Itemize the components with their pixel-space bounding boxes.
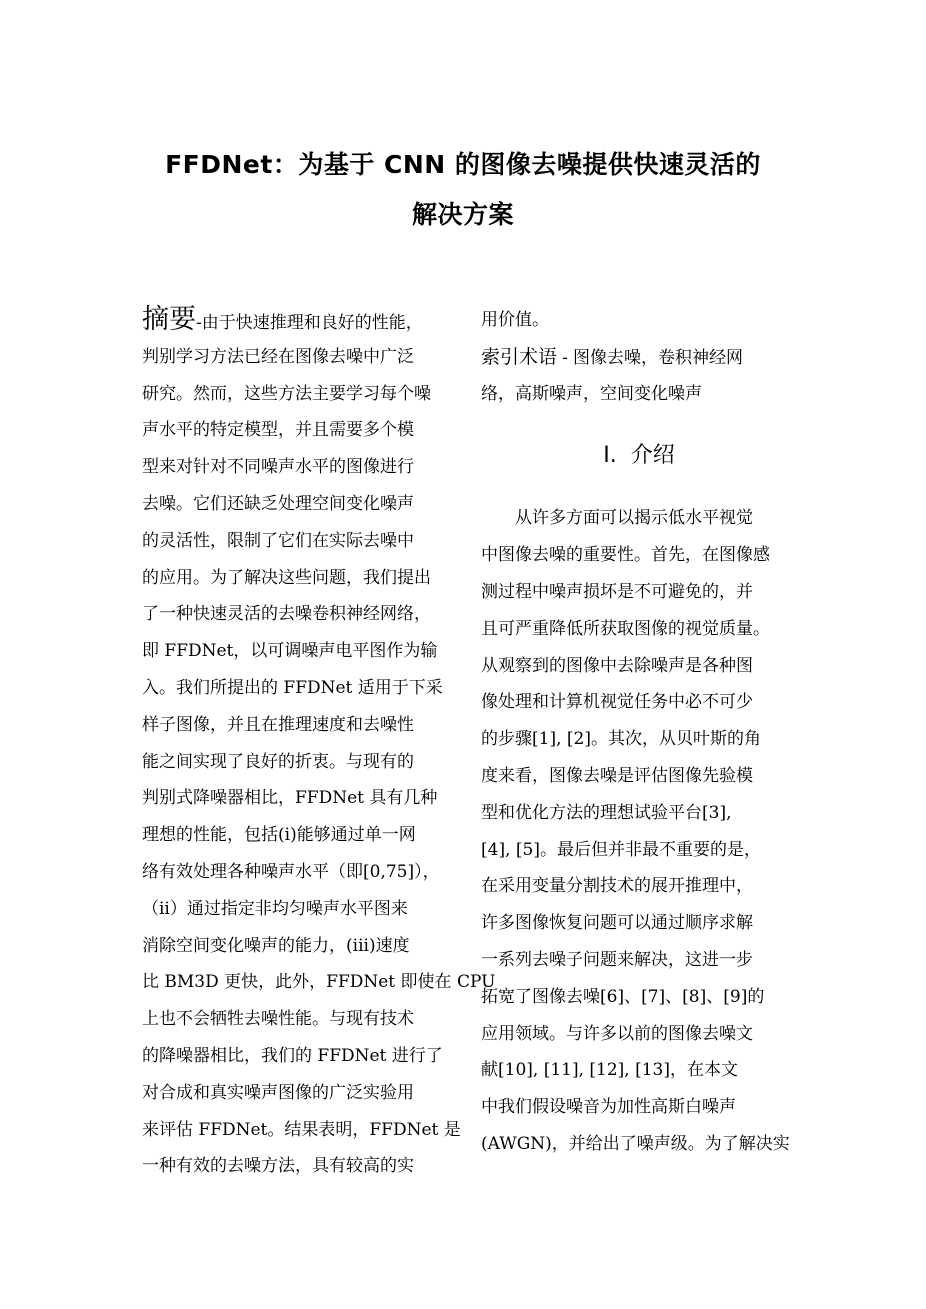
abstract-line: 上也不会牺牲去噪性能。与现有技术 [142, 1009, 414, 1030]
intro-line: 型和优化方法的理想试验平台[3], [481, 802, 732, 823]
abstract-first-line [142, 302, 458, 339]
paper-title [0, 140, 926, 240]
abstract-line: 判别学习方法已经在图像去噪中广泛 [142, 346, 414, 367]
abstract-line: 理想的性能，包括(i)能够通过单一网 [142, 825, 416, 846]
abstract-line: 样子图像，并且在推理速度和去噪性 [142, 714, 414, 735]
intro-line: 应用领域。与许多以前的图像去噪文 [481, 1023, 753, 1044]
abstract-line: 的应用。为了解决这些问题，我们提出 [142, 567, 431, 588]
abstract-line: 判别式降噪器相比，FFDNet 具有几种 [142, 788, 438, 809]
index-terms-label: 索引术语 [481, 345, 558, 368]
section-heading-introduction [481, 424, 797, 488]
abstract-line: 来评估 FFDNet。结果表明，FFDNet 是 [142, 1119, 461, 1140]
abstract-line: 一种有效的去噪方法，具有较高的实 [142, 1156, 414, 1177]
abstract-line: 了一种快速灵活的去噪卷积神经网络， [142, 604, 431, 625]
intro-line: 在采用变量分割技术的展开推理中， [481, 876, 753, 897]
section-title: 介绍 [630, 443, 675, 469]
intro-line: 度来看，图像去噪是评估图像先验模 [481, 765, 753, 786]
intro-line: 许多图像恢复问题可以通过顺序求解 [481, 913, 753, 934]
index-terms-dash: - [557, 347, 573, 367]
intro-line: 中图像去噪的重要性。首先，在图像感 [481, 545, 770, 566]
abstract-line: 的灵活性，限制了它们在实际去噪中 [142, 530, 414, 551]
section-number: I. [603, 443, 617, 469]
title-line-1: FFDNet：为基于 CNN 的图像去噪提供快速灵活的 [165, 150, 761, 179]
index-terms-text: 图像去噪，卷积神经网 [572, 347, 743, 368]
abstract-line: 型来对针对不同噪声水平的图像进行 [142, 457, 414, 478]
intro-line: 且可严重降低所获取图像的视觉质量。 [481, 618, 770, 639]
intro-line: [4], [5]。最后但并非最不重要的是， [481, 839, 761, 860]
abstract-line: 消除空间变化噪声的能力，(iii)速度 [142, 935, 410, 956]
abstract-line: 去噪。它们还缺乏处理空间变化噪声 [142, 493, 414, 514]
intro-line: 测过程中噪声损坏是不可避免的，并 [481, 581, 753, 602]
abstract-label: 摘要 [142, 304, 196, 335]
intro-line: 献[10], [11], [12], [13]，在本文 [481, 1060, 739, 1081]
intro-line: 从观察到的图像中去除噪声是各种图 [481, 655, 753, 676]
intro-line: 的步骤[1], [2]。其次，从贝叶斯的角 [481, 729, 761, 750]
abstract-dash: - [196, 313, 202, 332]
intro-line: (AWGN)，并给出了噪声级。为了解决实 [481, 1133, 790, 1154]
left-column [142, 302, 496, 1185]
abstract-line: 络有效处理各种噪声水平（即[0,75]）， [142, 861, 440, 882]
abstract-line: 用价值。 [481, 310, 549, 330]
index-terms-line-2: 络，高斯噪声，空间变化噪声 [481, 383, 702, 404]
intro-line: 拓宽了图像去噪[6]、[7]、[8]、[9]的 [481, 986, 765, 1007]
intro-line: 一系列去噪子问题来解决，这进一步 [481, 949, 753, 970]
intro-line: 中我们假设噪音为加性高斯白噪声 [481, 1097, 736, 1118]
abstract-line: 研究。然而，这些方法主要学习每个噪 [142, 383, 431, 404]
abstract-line: 即 FFDNet，以可调噪声电平图作为输 [142, 641, 438, 662]
abstract-line: 入。我们所提出的 FFDNet 适用于下采 [142, 677, 443, 698]
abstract-line: 由于快速推理和良好的性能， [201, 313, 423, 333]
intro-line: 像处理和计算机视觉任务中必不可少 [481, 692, 753, 713]
abstract-line: 的降噪器相比，我们的 FFDNet 进行了 [142, 1045, 443, 1066]
abstract-line: （ii）通过指定非均匀噪声水平图来 [142, 898, 408, 919]
abstract-line: 声水平的特定模型，并且需要多个模 [142, 420, 414, 441]
abstract-line: 能之间实现了良好的折衷。与现有的 [142, 751, 414, 772]
abstract-line: 对合成和真实噪声图像的广泛实验用 [142, 1082, 414, 1103]
right-column [481, 302, 797, 1163]
index-terms-line-1 [481, 339, 797, 376]
intro-line: 从许多方面可以揭示低水平视觉 [515, 508, 753, 529]
title-line-2: 解决方案 [411, 200, 514, 229]
abstract-line: 比 BM3D 更快，此外，FFDNet 即使在 CPU [142, 972, 496, 993]
